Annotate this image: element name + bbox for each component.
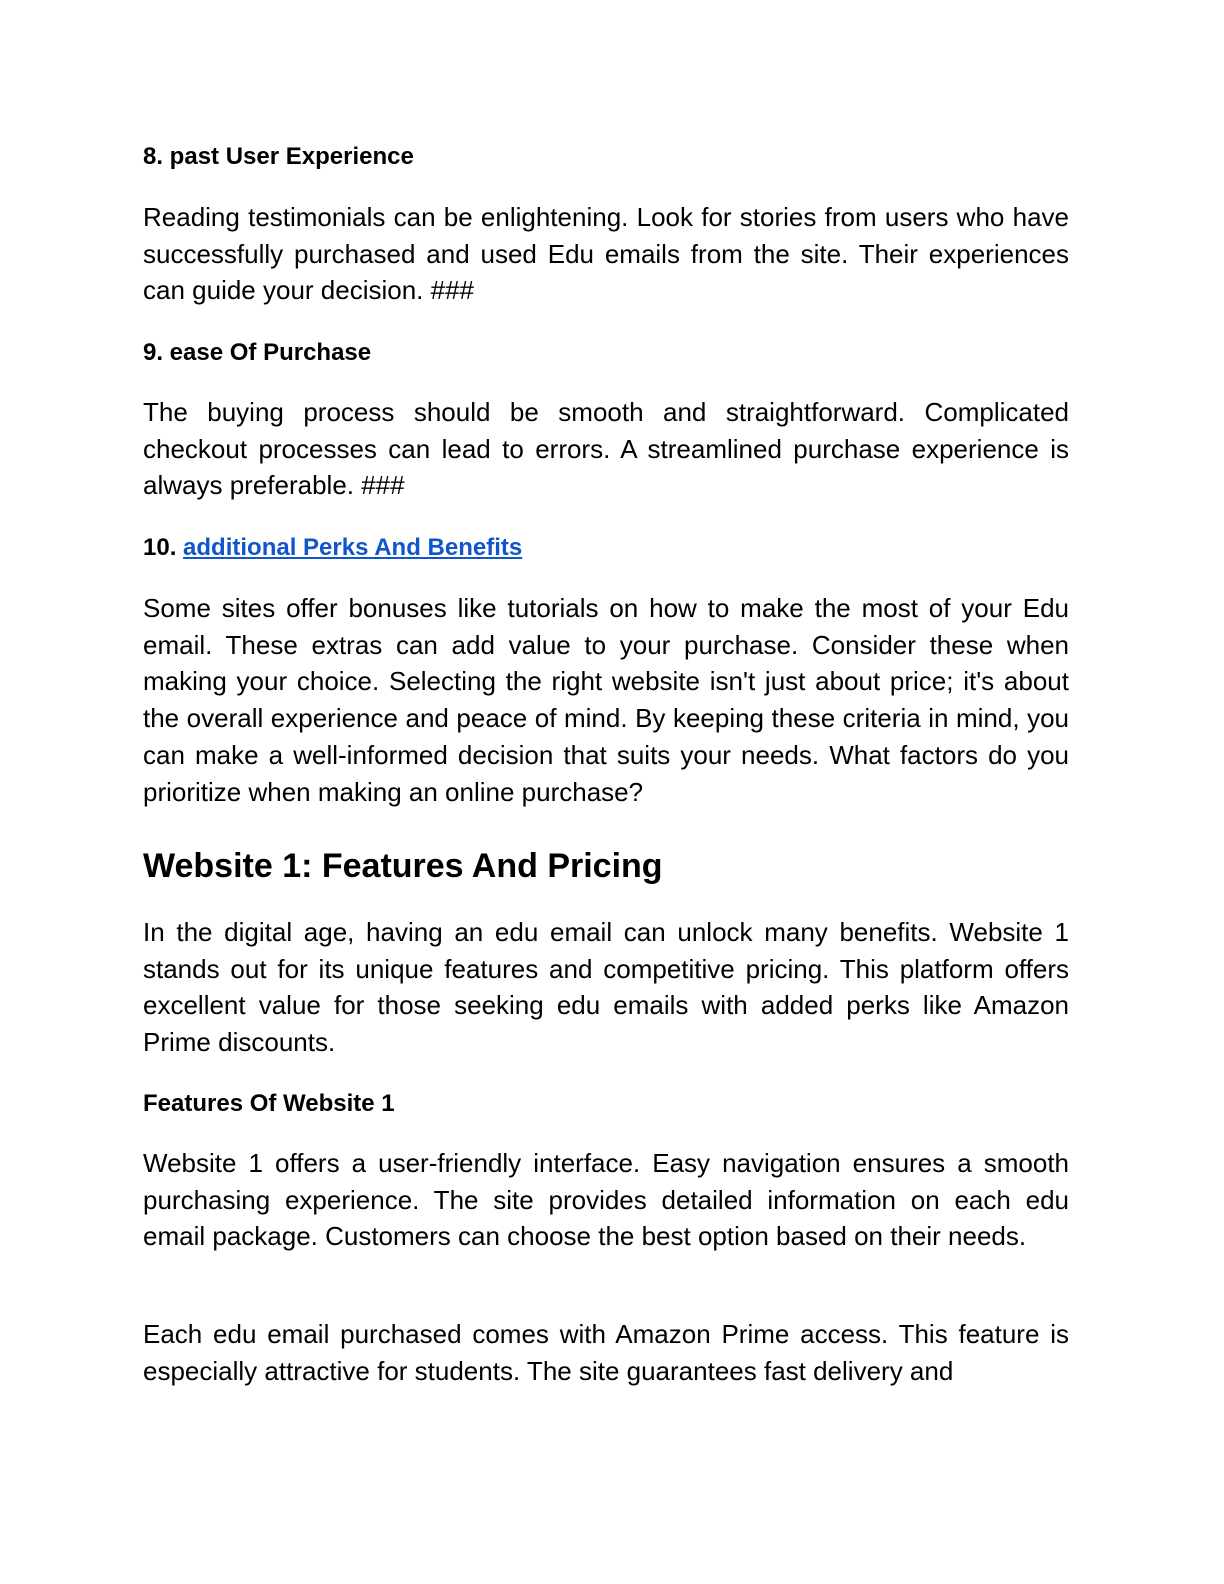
features-paragraph-1: Website 1 offers a user-friendly interface. Easy navigation ensures a smooth purchasing experience. The site provides detailed information on each edu email package. Customers can choose the best option based on their needs. [143, 1148, 1069, 1252]
section-8-body: Reading testimonials can be enlightening. Look for stories from users who have successfully purchased and used Edu emails from the site. Their experiences can guide your decision. ### [143, 202, 1069, 306]
section-9-heading: 9. ease Of Purchase [143, 339, 372, 366]
perks-benefits-link[interactable]: additional Perks And Benefits [183, 534, 523, 561]
section-9-body: The buying process should be smooth and straightforward. Complicated checkout processes can lead to errors. A streamlined purchase experience is always preferable. ### [143, 397, 1069, 501]
section-10-number: 10. [143, 534, 184, 561]
section-8-heading: 8. past User Experience [143, 143, 414, 170]
features-paragraph-2: Each edu email purchased comes with Amazon Prime access. This feature is especially attractive for students. The site guarantees fast delivery and [143, 1319, 1069, 1386]
website-1-intro: In the digital age, having an edu email can unlock many benefits. Website 1 stands out for its unique features and competitive pricing. This platform offers excellent value for those seeking edu emails with added perks like Amazon Prime discounts. [143, 917, 1069, 1058]
section-10-body: Some sites offer bonuses like tutorials on how to make the most of your Edu email. These extras can add value to your purchase. Consider these when making your choice. Selecting the right website isn't just about price; it's about the overall experience and peace of mind. By keeping these criteria in mind, you can make a well-informed decision that suits your needs. What factors do you prioritize when making an online purchase? [143, 593, 1069, 807]
features-heading: Features Of Website 1 [143, 1090, 395, 1117]
website-1-title: Website 1: Features And Pricing [143, 847, 663, 885]
section-10-heading [143, 532, 1069, 564]
